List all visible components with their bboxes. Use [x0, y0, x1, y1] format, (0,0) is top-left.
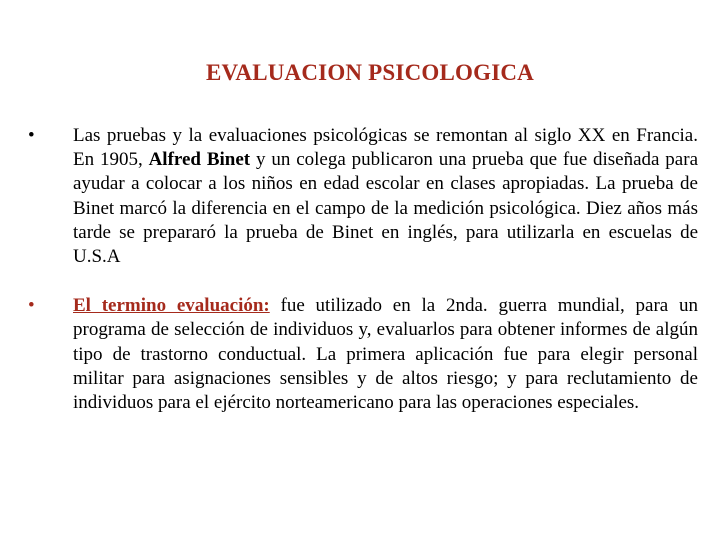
bullet-dot-icon: • — [28, 125, 35, 146]
bullet-history-text-before: Las pruebas y la evaluaciones psicológicas se remontan al siglo XX en Francia. En 1905, — [73, 125, 698, 171]
alfred-binet-name: Alfred Binet — [148, 149, 251, 171]
bullet-term-text-after: fue utilizado en la 2nda. guerra mundial, para un programa de selección de individuos y, evaluarlos para obtener informes de algún tipo de trastorno conductual. La primera aplicación fue para elegir personal militar para asignaciones sensibles y de altos riesgo; y para reclutamiento de individuos para el ejército norteamericano para las operaciones especiales. — [73, 295, 698, 414]
bullet-list — [28, 124, 698, 415]
slide-title: EVALUACION PSICOLOGICA — [206, 60, 534, 85]
termino-evaluacion-link[interactable]: El termino evaluación: — [73, 295, 270, 317]
bullet-item-term — [28, 294, 698, 415]
bullet-history-text-after: y un colega publicaron una prueba que fue diseñada para ayudar a colocar a los niños en edad escolar en clases apropiadas. La prueba de Binet marcó la diferencia en el campo de la medición psicológica. Diez años más tarde se prepararó la prueba de Binet en inglés, para utilizarla en escuelas de U.S.A — [73, 149, 699, 268]
bullet-dot-icon: • — [28, 295, 35, 317]
bullet-item-history — [28, 124, 698, 269]
